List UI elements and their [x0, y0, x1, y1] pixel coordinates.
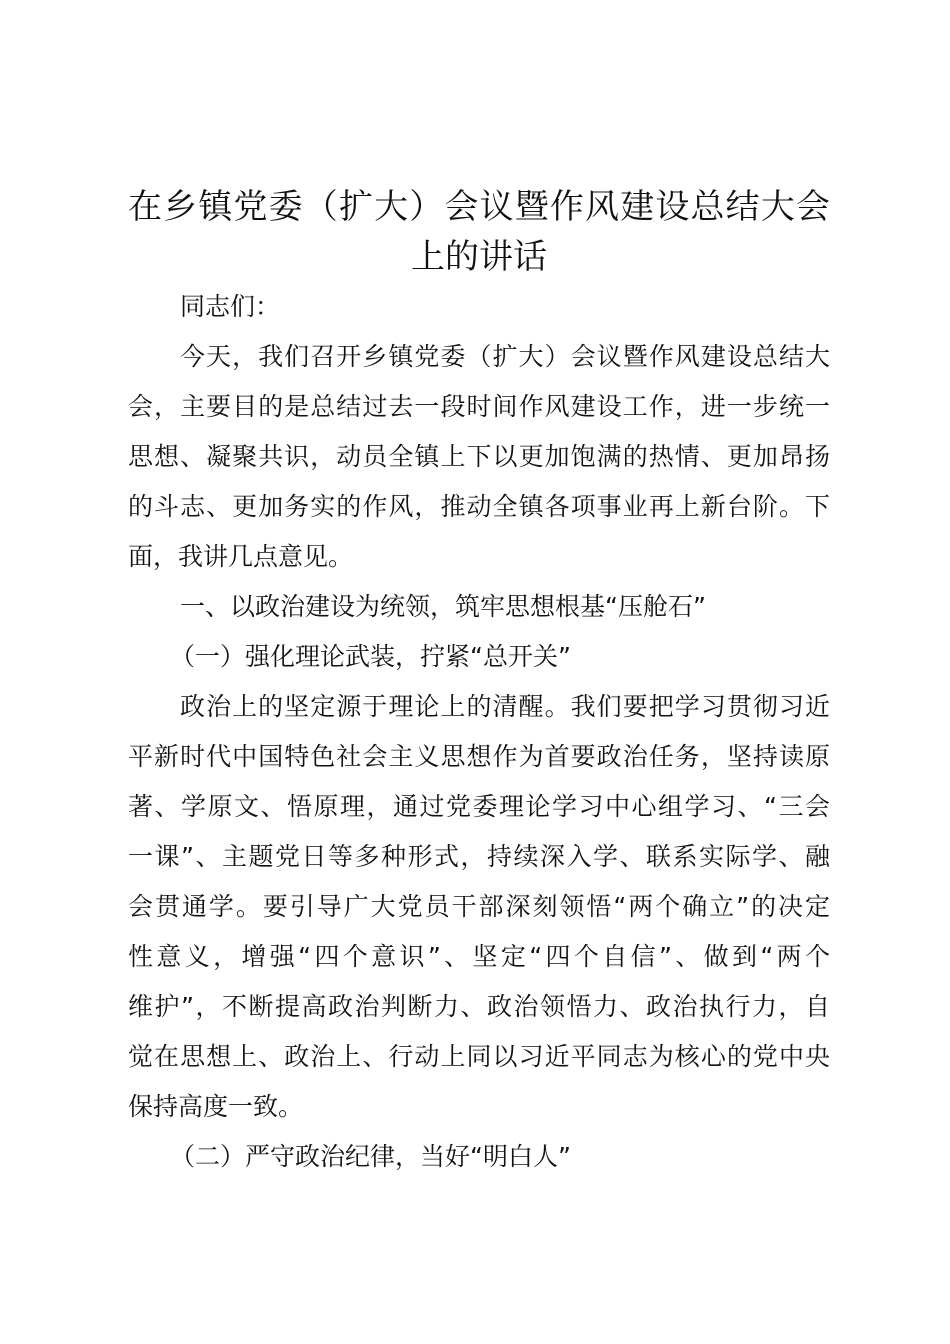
paragraph-theory: [128, 682, 830, 1132]
text-line: 思想、凝聚共识，动员全镇上下以更加饱满的热情、更加昂扬: [128, 442, 830, 471]
title-line: 上的讲话: [411, 237, 547, 277]
subsection-heading: （一）强化理论武装，拧紧“总开关”: [170, 642, 571, 671]
paragraph-intro: [128, 332, 830, 582]
salutation: 同志们：: [180, 292, 281, 321]
section-heading: 一、以政治建设为统领，筑牢思想根基“压舱石”: [180, 592, 706, 621]
text-line: 维护”，不断提高政治判断力、政治领悟力、政治执行力，自: [128, 992, 830, 1021]
text-line: 性意义，增强“四个意识”、坚定“四个自信”、做到“两个: [128, 942, 830, 971]
text-line: 一课”、主题党日等多种形式，持续深入学、联系实际学、融: [128, 842, 830, 871]
text-line: 面，我讲几点意见。: [128, 542, 354, 571]
text-line: 政治上的坚定源于理论上的清醒。我们要把学习贯彻习近: [180, 692, 830, 721]
text-line: 会，主要目的是总结过去一段时间作风建设工作，进一步统一: [128, 392, 830, 421]
text-line: 今天，我们召开乡镇党委（扩大）会议暨作风建设总结大: [180, 342, 830, 371]
text-line: 平新时代中国特色社会主义思想作为首要政治任务，坚持读原: [128, 742, 830, 771]
document-page: [128, 182, 830, 1182]
text-line: 保持高度一致。: [128, 1092, 304, 1121]
document-title: [128, 182, 830, 282]
text-line: 著、学原文、悟原理，通过党委理论学习中心组学习、“三会: [128, 792, 830, 821]
text-line: 觉在思想上、政治上、行动上同以习近平同志为核心的党中央: [128, 1042, 830, 1071]
subsection-heading: （二）严守政治纪律，当好“明白人”: [170, 1142, 571, 1171]
text-line: 的斗志、更加务实的作风，推动全镇各项事业再上新台阶。下: [128, 492, 830, 521]
title-line: 在乡镇党委（扩大）会议暨作风建设总结大会: [128, 187, 830, 227]
text-line: 会贯通学。要引导广大党员干部深刻领悟“两个确立”的决定: [128, 892, 830, 921]
